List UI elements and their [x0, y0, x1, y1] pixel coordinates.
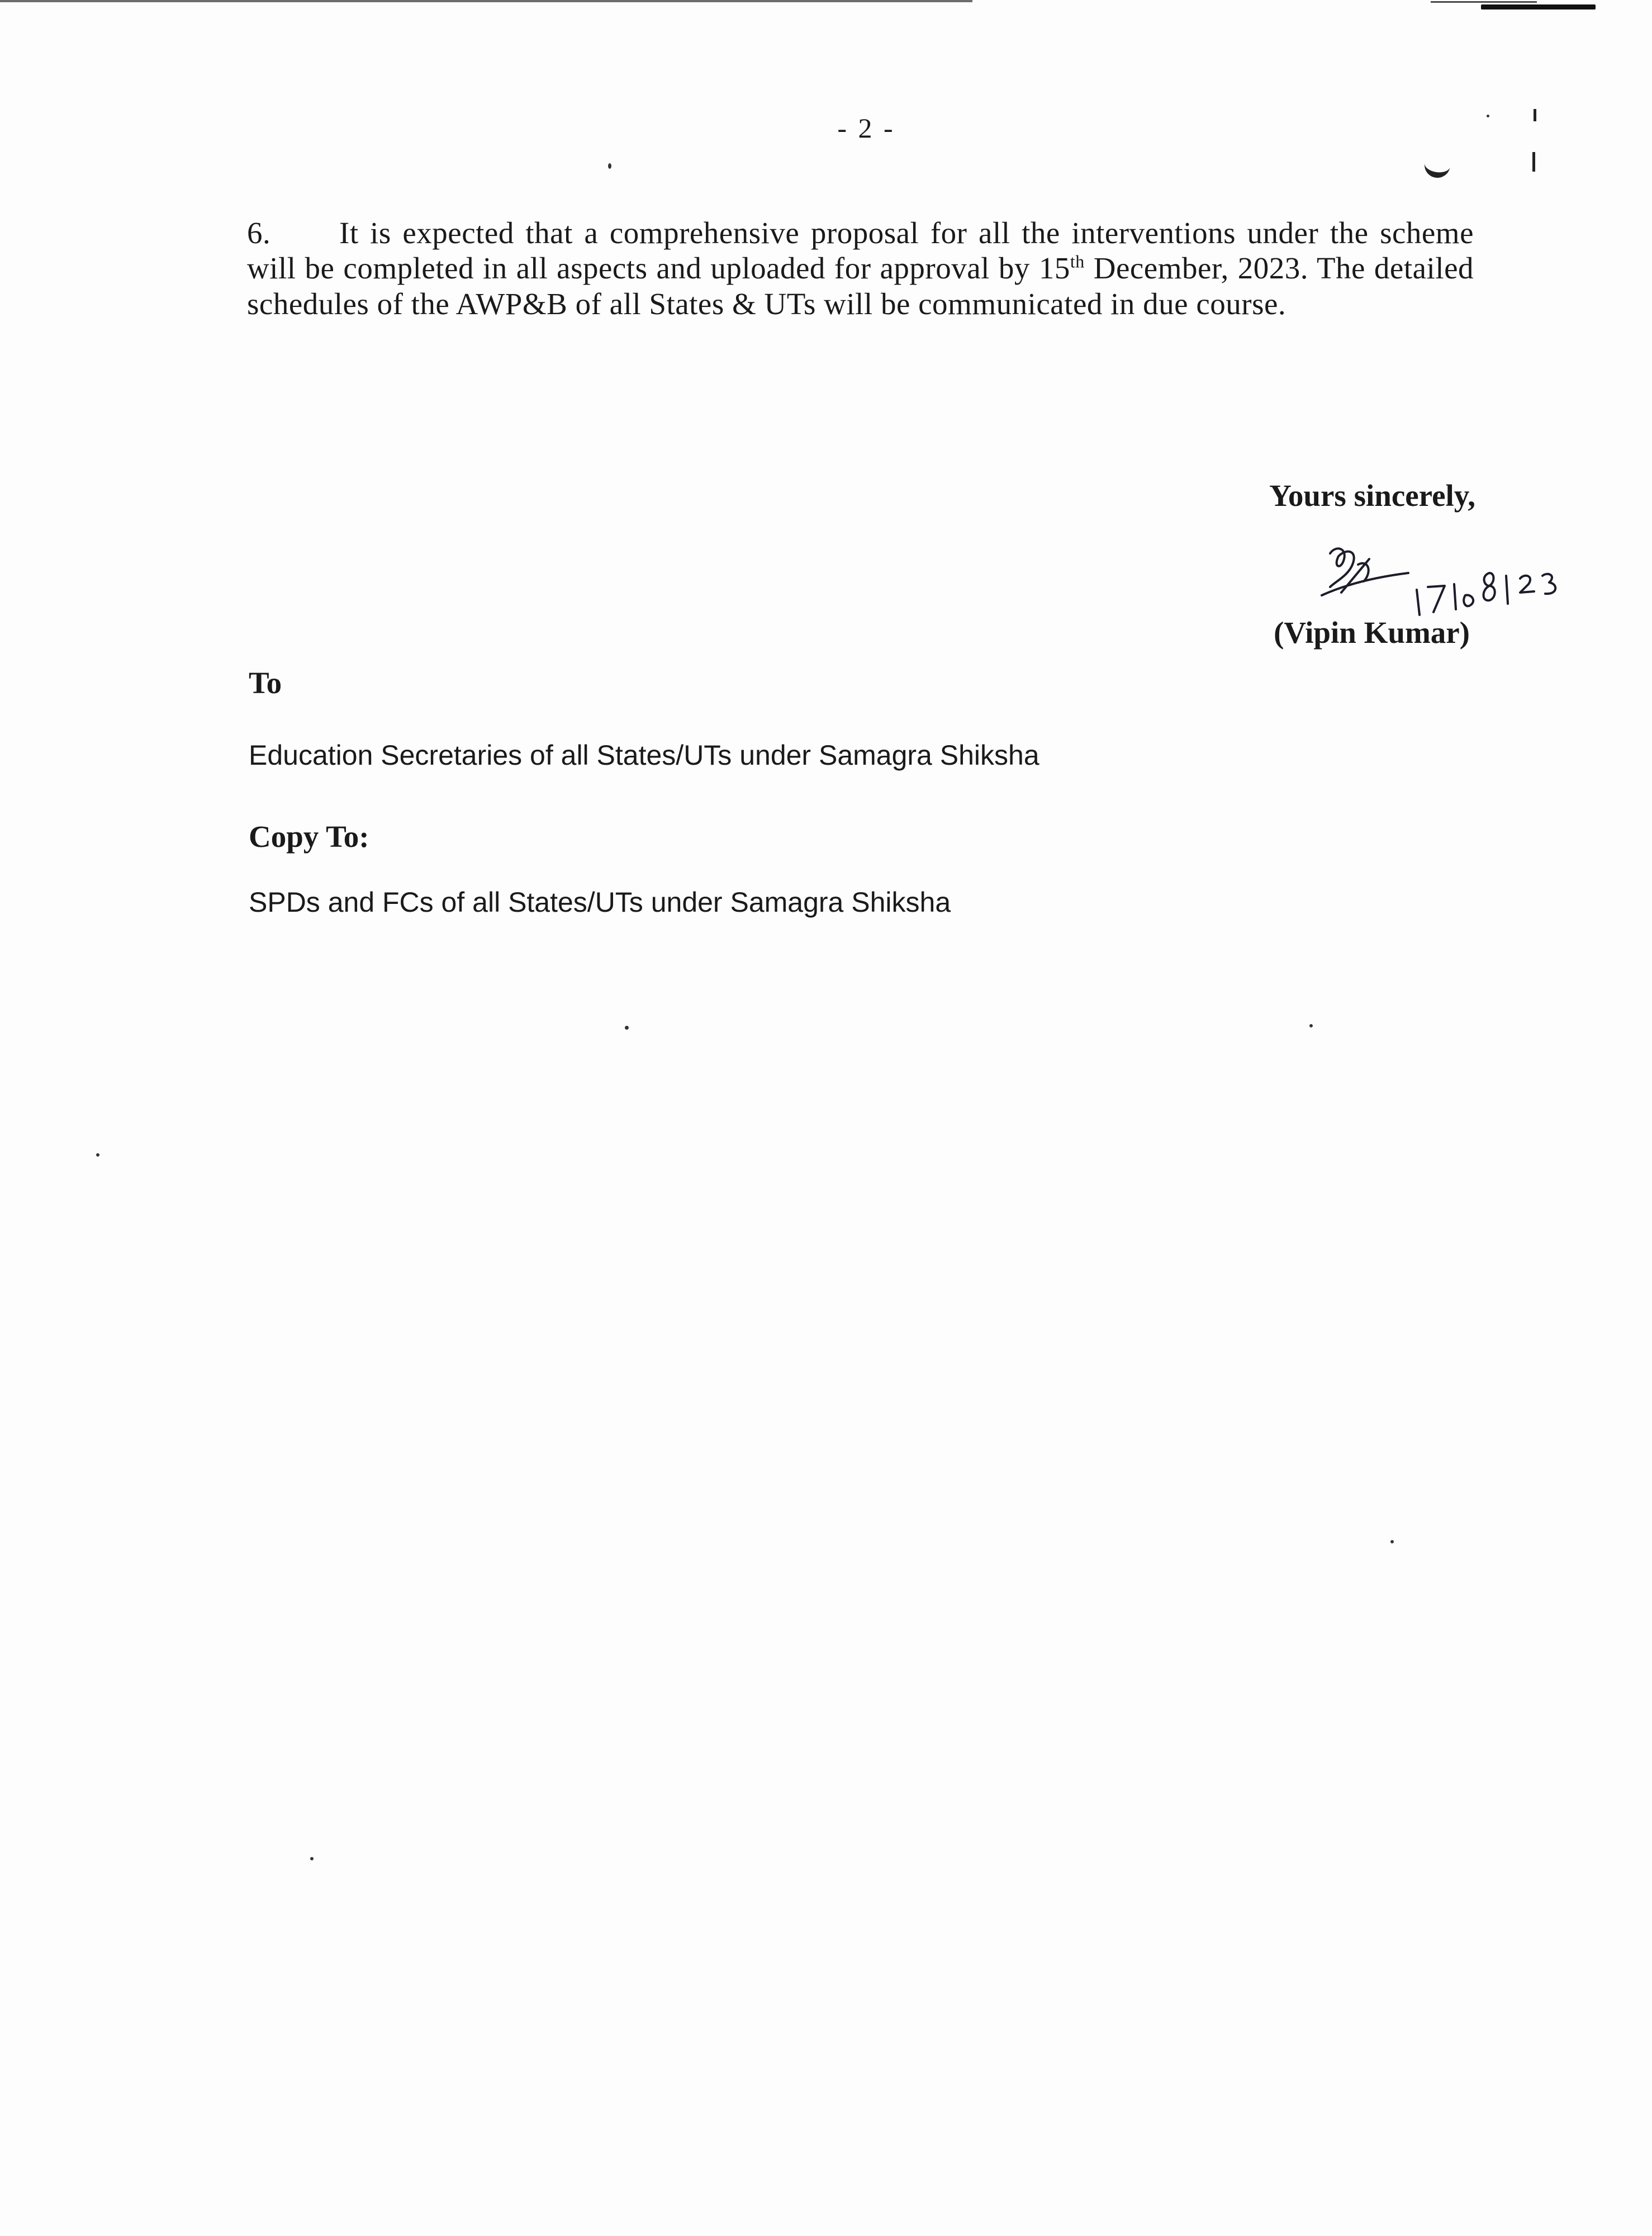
paragraph-6: [247, 215, 1474, 321]
scan-speck: [1390, 1540, 1394, 1543]
signatory-name: (Vipin Kumar): [1274, 615, 1470, 650]
scan-artifact-mark: [1481, 4, 1596, 10]
date-superscript: th: [1070, 251, 1085, 272]
scan-speck: [625, 1026, 629, 1030]
to-label: To: [249, 666, 282, 700]
recipient-text: Education Secretaries of all States/UTs under Samagra Shiksha: [249, 740, 1039, 771]
scan-speck: [1309, 1024, 1313, 1027]
handwritten-signature: [1319, 542, 1587, 620]
scan-artifact-mark: [1423, 158, 1451, 179]
scan-speck: [96, 1153, 99, 1157]
scan-artifact-line: [0, 0, 972, 2]
scan-artifact-mark: [1532, 152, 1535, 172]
paragraph-text-part2: December, 2023. The detailed schedules of the AWP&B of all States & UTs will be communicated in due course.: [247, 251, 1474, 321]
paragraph-number: 6.: [247, 216, 271, 250]
scan-speck: [608, 163, 611, 169]
scan-artifact-mark: [1534, 109, 1536, 121]
page-number: - 2 -: [837, 112, 895, 144]
copy-to-label: Copy To:: [249, 819, 369, 854]
closing-salutation: Yours sincerely,: [1269, 479, 1475, 513]
scan-artifact-line: [1431, 1, 1537, 3]
scan-speck: [310, 1857, 314, 1860]
scan-speck: [1487, 115, 1489, 117]
signature-scribble: [1319, 542, 1587, 620]
paragraph-text-part1: It is expected that a comprehensive proposal for all the interventions under the scheme will be completed in all aspects and uploaded for approval by 15: [247, 216, 1474, 286]
copy-recipient-text: SPDs and FCs of all States/UTs under Samagra Shiksha: [249, 887, 951, 918]
